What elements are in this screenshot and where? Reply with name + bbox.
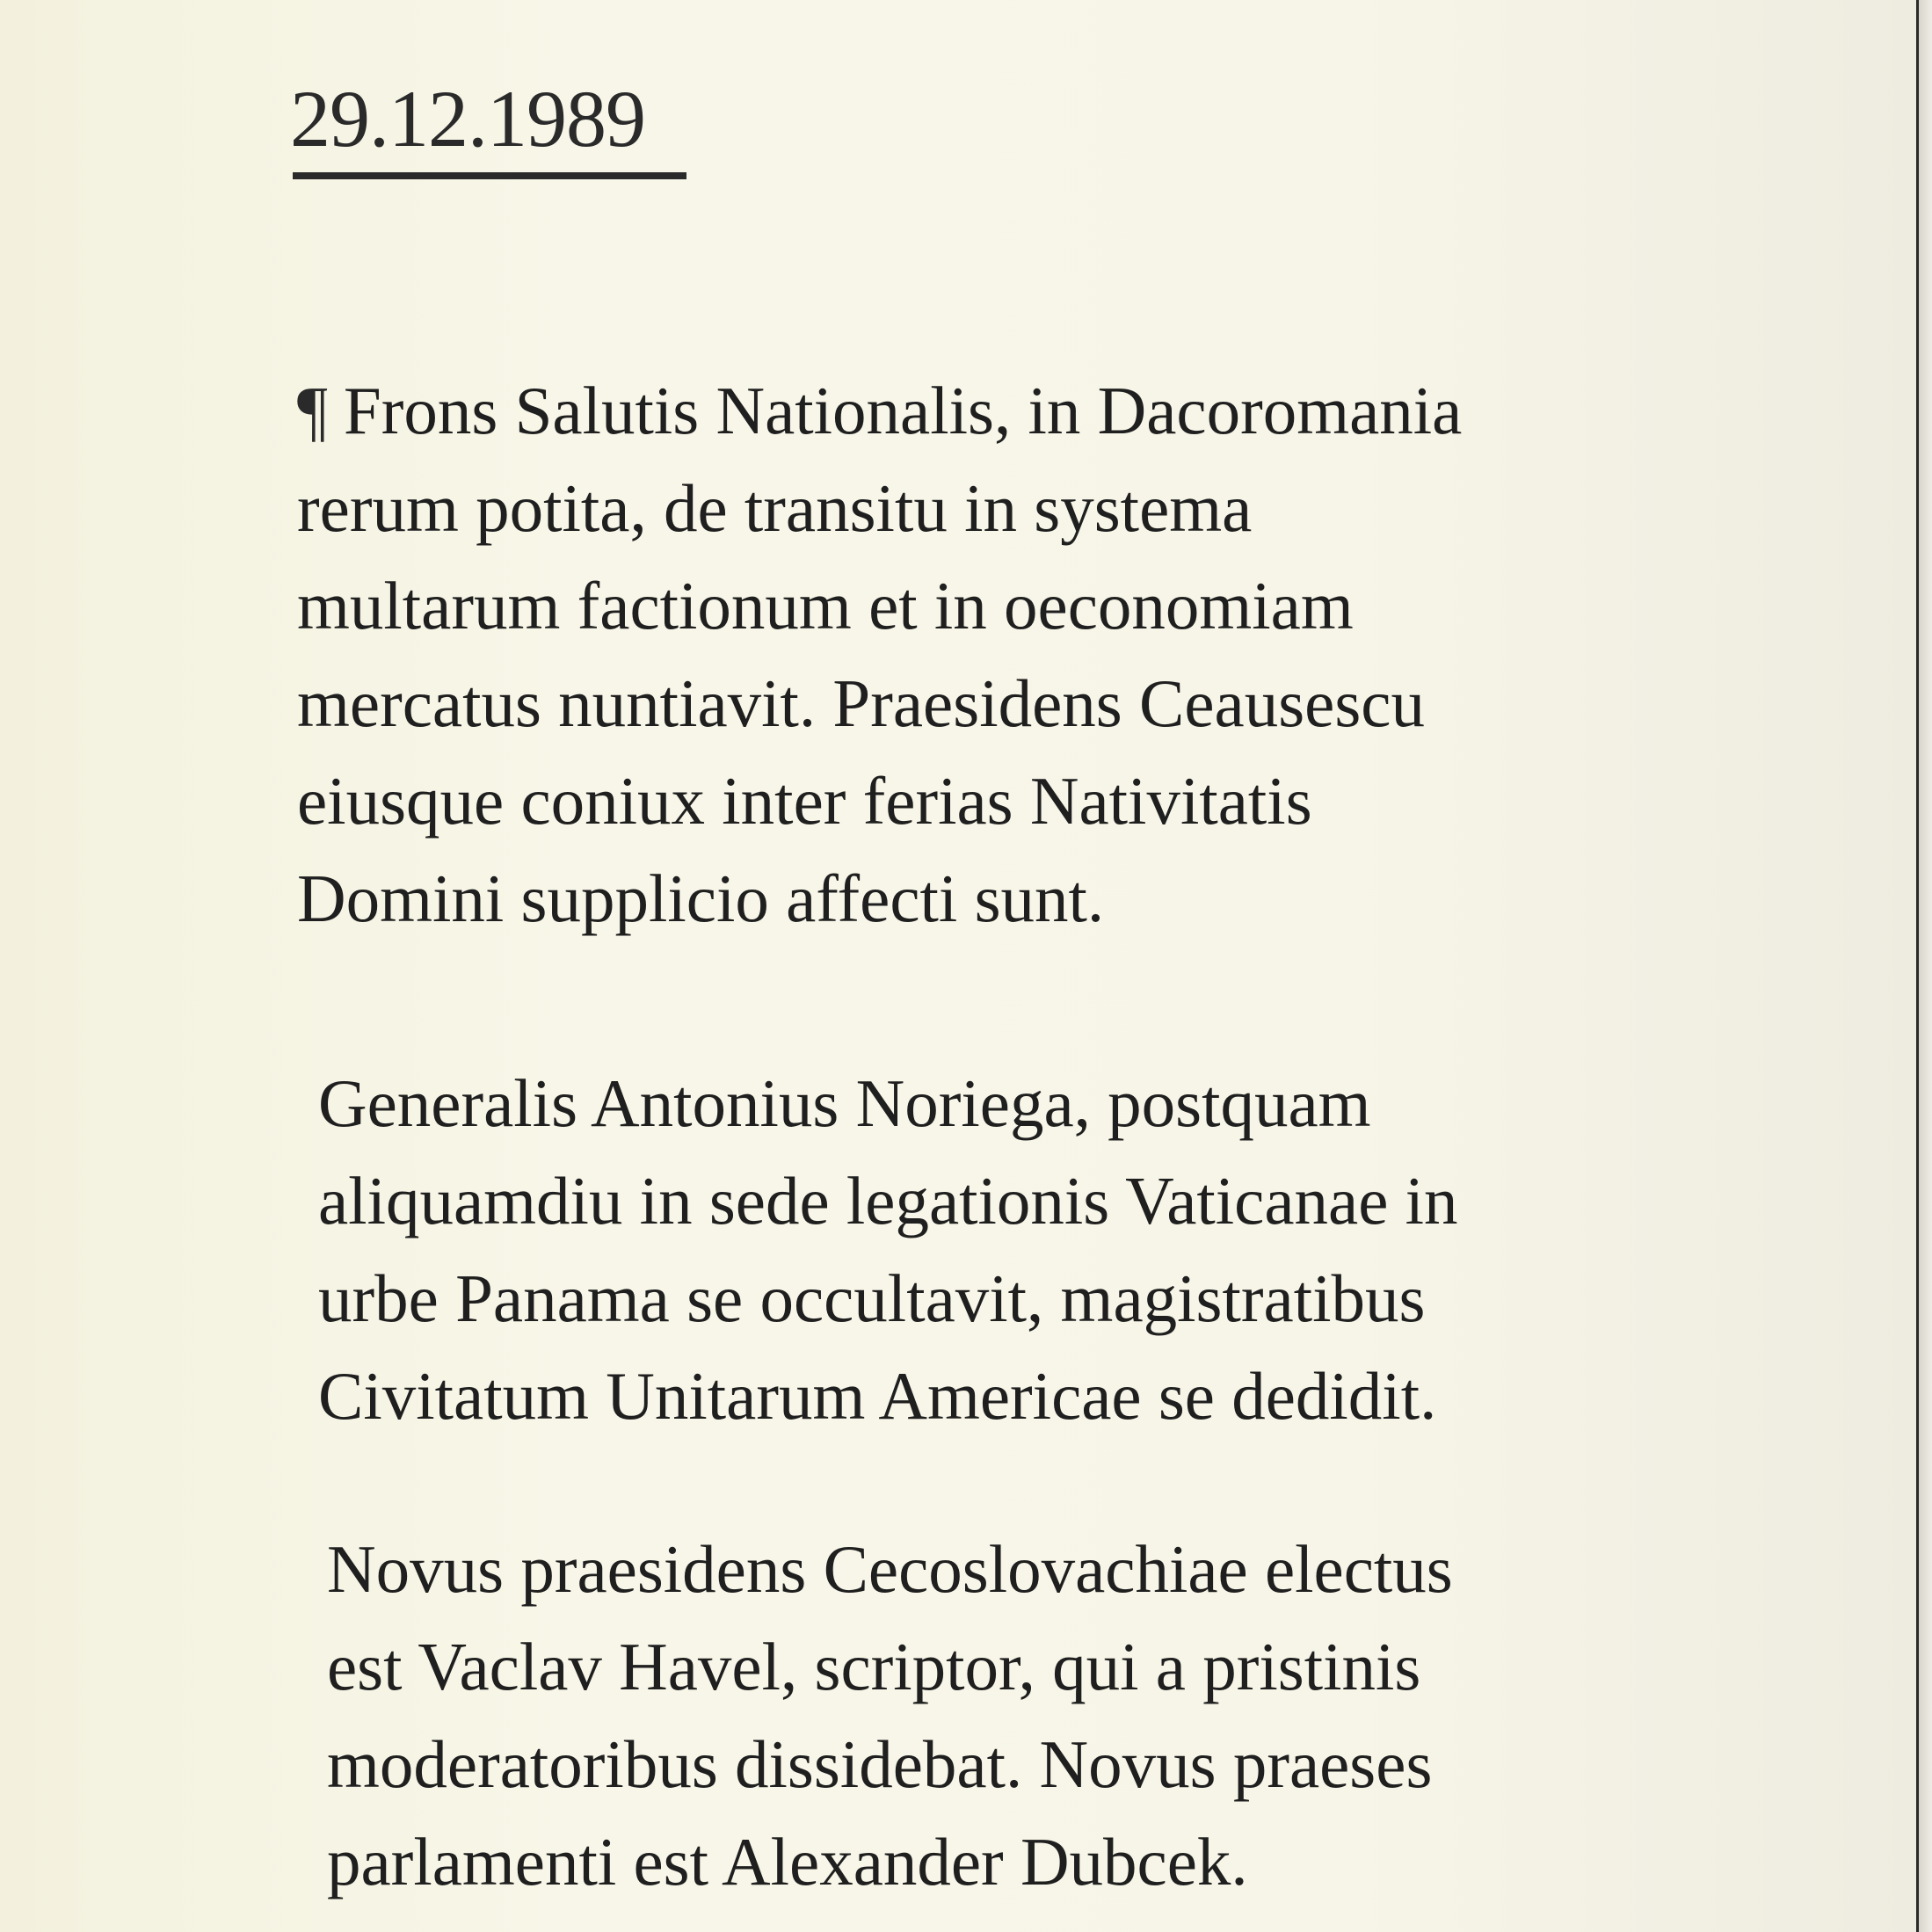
paragraph-line: urbe Panama se occultavit, magistratibus [318,1260,1426,1336]
paragraph-line: eiusque coniux inter ferias Nativitatis [297,763,1312,839]
news-paragraph-1 [297,362,1462,948]
date-underline [293,172,686,179]
pilcrow-mark: ¶ [297,373,328,448]
paragraph-line: Novus praesidens Cecoslovachiae electus [327,1531,1453,1607]
news-paragraph-2 [318,1055,1458,1445]
paragraph-line: parlamenti est Alexander Dubcek. [327,1824,1248,1899]
page-edge-rule [1916,0,1919,1932]
paragraph-line: aliquamdiu in sede legationis Vaticanae in [318,1163,1458,1238]
paragraph-line: Generalis Antonius Noriega, postquam [318,1065,1371,1141]
paragraph-line: multarum factionum et in oeconomiam [297,568,1354,643]
paragraph-line: ¶ Frons Salutis Nationalis, in Dacoromania [297,373,1463,448]
page-gutter-shadow [1919,0,1932,1932]
paragraph-line: Civitatum Unitarum Americae se dedidit. [318,1358,1437,1434]
paragraph-line: rerum potita, de transitu in systema [297,470,1253,546]
paragraph-line: Domini supplicio affecti sunt. [297,861,1105,936]
paragraph-line: est Vaclav Havel, scriptor, qui a pristinis [327,1629,1421,1704]
entry-date-heading: 29.12.1989 [290,74,645,163]
news-paragraph-3 [327,1521,1453,1911]
paragraph-line: mercatus nuntiavit. Praesidens Ceausescu [297,665,1425,741]
paragraph-line: moderatoribus dissidebat. Novus praeses [327,1726,1433,1802]
